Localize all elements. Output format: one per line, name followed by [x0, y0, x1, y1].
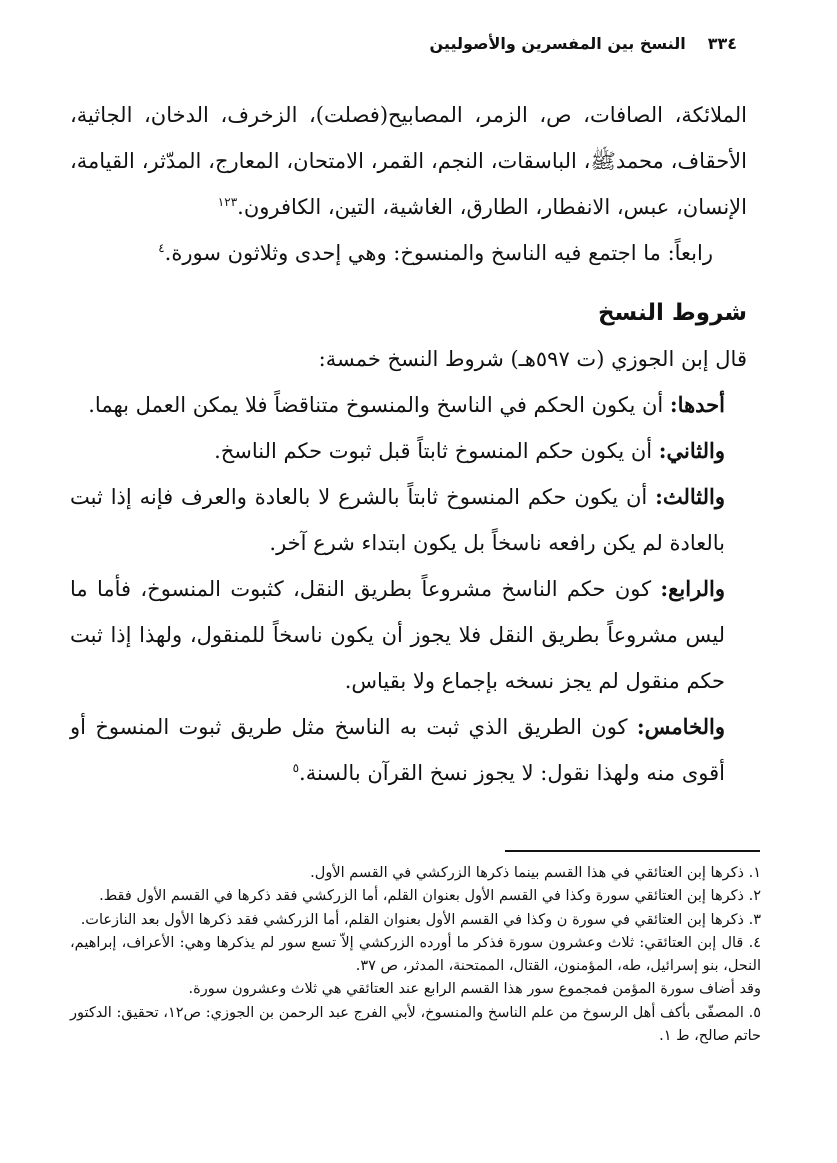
footnote-ref-4[interactable]: ٤	[158, 241, 165, 255]
page-header	[70, 34, 737, 53]
main-text	[70, 92, 747, 796]
running-title: النسخ بين المفسرين والأصوليين	[429, 34, 686, 53]
conditions-intro: قال إبن الجوزي (ت ٥٩٧هـ) شروط النسخ خمسة:	[318, 347, 747, 371]
paragraph-surah-list: الملائكة، الصافات، ص، الزمر، المصابيح(فصلت)، الزخرف، الدخان، الجاثية، الأحقاف، محمدﷺ، الباسقات، النجم، القمر، الامتحان، المعارج، المدّثر، القيامة، الإنسان، عبس، الانفطار، الطارق، الغاشية، التين، الكافرون.$^{١٢٣}$	[70, 103, 747, 219]
footnote-5: ٥. المصفّى بأكف أهل الرسوخ من علم الناسخ والمنسوخ، لأبي الفرج عبد الرحمن بن الجوزي: ص١٢، تحقيق: الدكتور حاتم صالح، ط ١.	[70, 1004, 761, 1045]
page-number: ٣٣٤	[707, 34, 737, 53]
footnote-ref-3[interactable]: ٣	[230, 195, 238, 209]
footnote-ref-1[interactable]: ١	[217, 195, 225, 209]
condition-5: والخامس: كون الطريق الذي ثبت به الناسخ مثل طريق ثبوت المنسوخ أو أقوى منه ولهذا نقول: لا يجوز نسخ القرآن بالسنة.$^٥$	[70, 714, 725, 785]
condition-2: والثاني: أن يكون حكم المنسوخ ثابتاً قبل ثبوت حكم الناسخ.	[214, 438, 725, 463]
footnote-1: ١. ذكرها إبن العتائقي في هذا القسم بينما ذكرها الزركشي في القسم الأول.	[310, 865, 761, 881]
footnote-2: ٢. ذكرها إبن العتائقي سورة وكذا في القسم الأول بعنوان القلم، أما الزركشي فقد ذكرها في القسم الأول فقط.	[99, 888, 761, 905]
footnote-4-continued: وقد أضاف سورة المؤمن فمجموع سور هذا القسم الرابع عند العتائقي هي ثلاث وعشرون سورة.	[188, 981, 761, 998]
footnote-separator	[505, 850, 760, 852]
footnote-3: ٣. ذكرها إبن العتائقي في سورة ن وكذا في القسم الأول بعنوان القلم، أما الزركشي فقد ذكرها الأول بعد النازعات.	[80, 911, 761, 928]
paragraph-fourth: رابعاً: ما اجتمع فيه الناسخ والمنسوخ: وهي إحدى وثلاثون سورة.$^٤$	[158, 241, 713, 265]
condition-3: والثالث: أن يكون حكم المنسوخ ثابتاً بالشرع لا بالعادة والعرف فإنه إذا ثبت بالعادة لم يكن رافعه ناسخاً بل يكون ابتداء شرع آخر.	[70, 484, 725, 555]
condition-4: والرابع: كون حكم الناسخ مشروعاً بطريق النقل، كثبوت المنسوخ، فأما ما ليس مشروعاً بطريق النقل فلا يجوز أن يكون ناسخاً للمنقول، ولهذا إذا ثبت حكم منقول لم يجز نسخه بإجماع ولا بقياس.	[70, 576, 725, 693]
section-heading: شروط النسخ	[597, 300, 747, 326]
footnote-ref-2[interactable]: ٢	[224, 195, 231, 209]
condition-1: أحدها: أن يكون الحكم في الناسخ والمنسوخ متناقضاً فلا يمكن العمل بهما.	[88, 392, 725, 417]
footnote-ref-5[interactable]: ٥	[292, 761, 300, 775]
footnotes	[70, 862, 761, 1048]
footnote-4: ٤. قال إبن العتائقي: ثلاث وعشرون سورة فذكر ما أورده الزركشي إلاّ تسع سور لم يذكرها وهي: الأعراف، إبراهيم، النحل، بنو إسرائيل، طه، المؤمنون، القتال، الممتحنة، المدثر، ص ٣٧.	[70, 934, 761, 975]
